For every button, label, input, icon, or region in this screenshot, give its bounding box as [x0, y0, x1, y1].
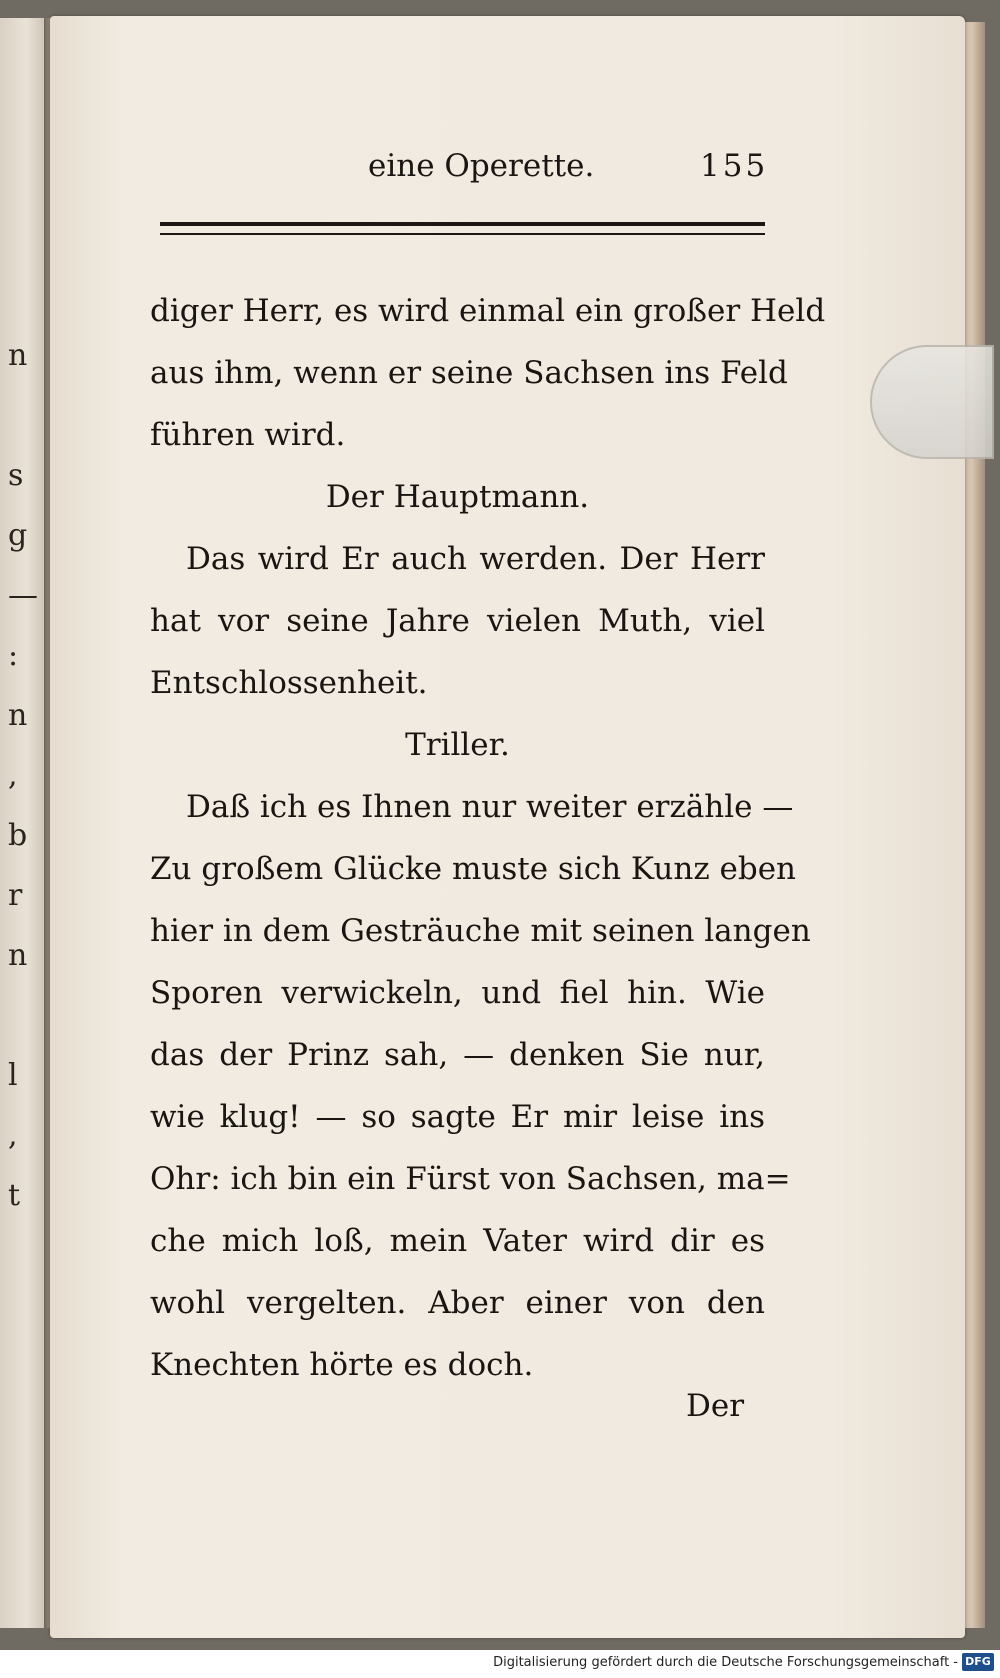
- text-line: Sporen verwickeln, und fiel hin. Wie: [150, 975, 765, 1011]
- left-page-fragment: n: [8, 698, 28, 733]
- text-line: Ohr: ich bin ein Fürst von Sachsen, ma=: [150, 1161, 791, 1197]
- left-page-edge: [0, 18, 45, 1628]
- page-clip: [870, 345, 994, 459]
- text-line: wohl vergelten. Aber einer von den: [150, 1285, 765, 1321]
- text-line: führen wird.: [150, 417, 346, 453]
- left-page-fragment: n: [8, 338, 28, 373]
- left-page-fragment: l: [8, 1058, 18, 1093]
- text-line: Daß ich es Ihnen nur weiter erzähle —: [186, 789, 794, 825]
- catchword: Der: [686, 1388, 745, 1424]
- text-line: Das wird Er auch werden. Der Herr: [186, 541, 765, 577]
- left-page-fragment: t: [8, 1178, 21, 1213]
- left-page-fragment: ,: [8, 1118, 18, 1153]
- left-page-fragment: —: [8, 578, 38, 613]
- left-page-fragment: s: [8, 458, 24, 493]
- text-line: das der Prinz sah, — denken Sie nur,: [150, 1037, 765, 1073]
- text-line: aus ihm, wenn er seine Sachsen ins Feld: [150, 355, 788, 391]
- speaker-name: Triller.: [405, 727, 510, 763]
- page-number: 155: [700, 148, 769, 184]
- text-line: hat vor seine Jahre vielen Muth, viel: [150, 603, 765, 639]
- text-line: diger Herr, es wird einmal ein großer Held: [150, 293, 826, 329]
- speaker-name: Der Hauptmann.: [325, 479, 590, 515]
- running-title: eine Operette.: [368, 148, 595, 184]
- left-page-fragment: n: [8, 938, 28, 973]
- left-page-fragment: r: [8, 878, 23, 913]
- text-line: Knechten hörte es doch.: [150, 1347, 534, 1383]
- dfg-logo: DFG: [962, 1653, 994, 1671]
- footer-bar: [0, 1650, 1000, 1678]
- body-text: [150, 280, 826, 1396]
- left-page-fragment: g: [8, 518, 28, 553]
- page-stack-edge: [963, 22, 985, 1628]
- text-line: Zu großem Glücke muste sich Kunz eben: [150, 851, 797, 887]
- left-page-fragment: :: [8, 638, 19, 673]
- left-page-fragment: ,: [8, 758, 18, 793]
- header-rule: [160, 222, 765, 235]
- text-line: Entschlossenheit.: [150, 665, 428, 701]
- page-header: [0, 148, 1000, 188]
- text-line: wie klug! — so sagte Er mir leise ins: [150, 1099, 765, 1135]
- footer-credit: Digitalisierung gefördert durch die Deutsche Forschungsgemeinschaft -: [493, 1655, 958, 1670]
- text-line: che mich loß, mein Vater wird dir es: [150, 1223, 765, 1259]
- text-line: hier in dem Gesträuche mit seinen langen: [150, 913, 811, 949]
- left-page-fragment: b: [8, 818, 28, 853]
